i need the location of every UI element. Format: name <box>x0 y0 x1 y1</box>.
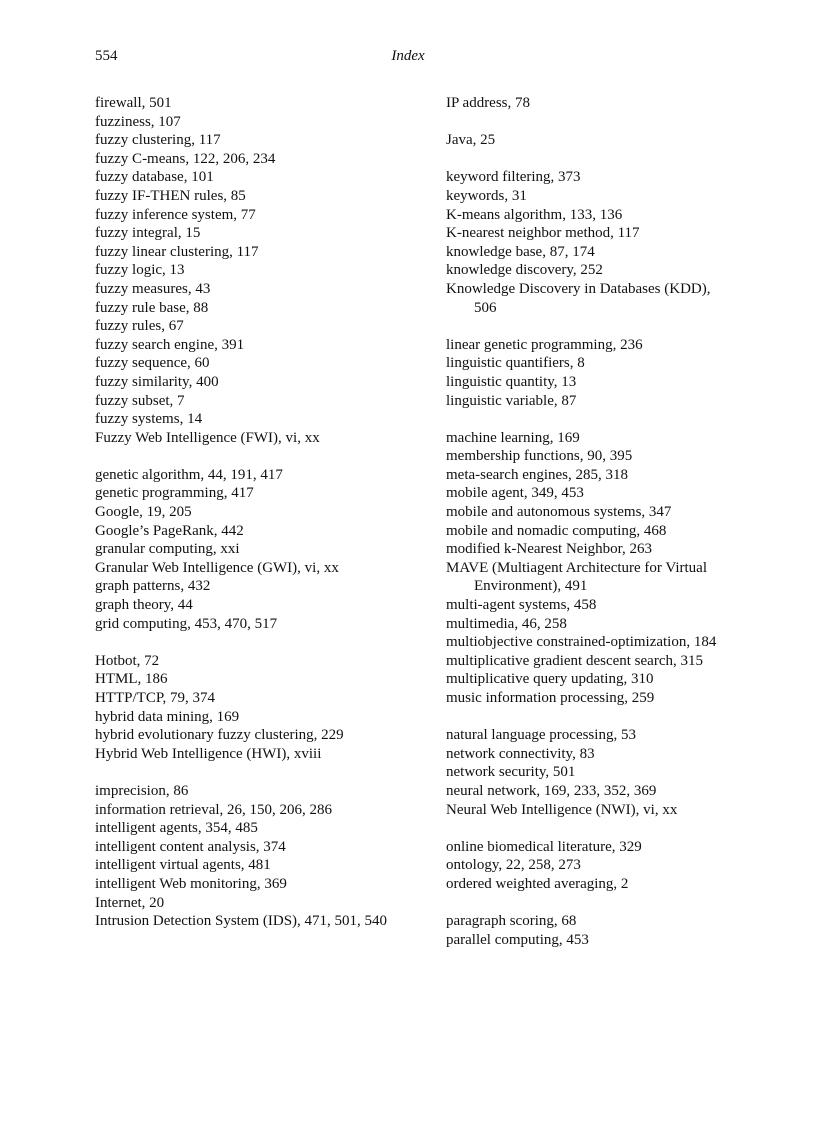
index-entry: knowledge base, 87, 174 <box>446 243 595 260</box>
index-entry: Hotbot, 72 <box>95 652 160 669</box>
index-entry: fuzziness, 107 <box>95 113 181 130</box>
index-entry: firewall, 501 <box>95 95 172 111</box>
index-entry: machine learning, 169 <box>446 429 580 446</box>
index-entry: multiobjective constrained-optimization, 184 <box>446 634 717 651</box>
index-entry: music information processing, 259 <box>446 690 655 706</box>
index-letter-group <box>446 131 736 150</box>
index-entry: hybrid data mining, 169 <box>95 708 240 725</box>
index-entry: network connectivity, 83 <box>446 745 595 762</box>
index-entry: fuzzy systems, 14 <box>95 411 203 428</box>
index-entry: intelligent virtual agents, 481 <box>95 857 271 874</box>
index-entry: fuzzy rule base, 88 <box>95 299 209 316</box>
index-entry: mobile and autonomous systems, 347 <box>446 504 672 521</box>
index-column-right <box>446 94 736 968</box>
index-letter-group <box>446 838 736 894</box>
index-entry: MAVE (Multiagent Architecture for Virtual Environment), 491 <box>446 559 707 595</box>
index-entry: fuzzy IF-THEN rules, 85 <box>95 187 246 204</box>
index-entry: granular computing, xxi <box>95 541 240 558</box>
index-letter-group <box>446 726 736 819</box>
index-entry: graph patterns, 432 <box>95 578 211 595</box>
index-entry: genetic programming, 417 <box>95 485 254 502</box>
index-entry: fuzzy linear clustering, 117 <box>95 243 259 260</box>
index-entry: fuzzy sequence, 60 <box>95 355 210 372</box>
index-letter-group <box>95 466 395 633</box>
index-entry: multiplicative gradient descent search, 315 <box>446 652 703 669</box>
index-entry: Neural Web Intelligence (NWI), vi, xx <box>446 801 678 818</box>
index-entry: fuzzy logic, 13 <box>95 262 185 279</box>
index-entry: Internet, 20 <box>95 894 165 911</box>
index-entry: fuzzy similarity, 400 <box>95 373 219 390</box>
index-entry: multimedia, 46, 258 <box>446 615 567 632</box>
index-entry: intelligent Web monitoring, 369 <box>95 875 287 892</box>
index-entry: multi-agent systems, 458 <box>446 597 597 614</box>
index-entry: IP address, 78 <box>446 95 531 111</box>
index-entry: hybrid evolutionary fuzzy clustering, 229 <box>95 727 344 744</box>
index-entry: genetic algorithm, 44, 191, 417 <box>95 466 283 483</box>
index-letter-group <box>446 912 736 949</box>
index-entry: mobile agent, 349, 453 <box>446 485 584 502</box>
index-entry: fuzzy inference system, 77 <box>95 206 256 223</box>
index-entry: linguistic variable, 87 <box>446 392 577 409</box>
index-letter-group <box>446 429 736 708</box>
index-entry: ordered weighted averaging, 2 <box>446 875 629 892</box>
index-entry: grid computing, 453, 470, 517 <box>95 615 278 632</box>
index-entry: Java, 25 <box>446 132 496 149</box>
index-letter-group <box>95 782 395 931</box>
index-entry: Intrusion Detection System (IDS), 471, 501, 540 <box>95 913 388 930</box>
index-entry: linguistic quantifiers, 8 <box>446 355 585 372</box>
index-entry: neural network, 169, 233, 352, 369 <box>446 782 657 799</box>
index-entry: network security, 501 <box>446 764 576 781</box>
index-entry: K-nearest neighbor method, 117 <box>446 225 640 242</box>
index-entry: fuzzy rules, 67 <box>95 318 184 335</box>
index-entry: Google, 19, 205 <box>95 504 192 521</box>
index-entry: Granular Web Intelligence (GWI), vi, xx <box>95 559 339 576</box>
index-entry: linear genetic programming, 236 <box>446 336 643 353</box>
index-entry: imprecision, 86 <box>95 782 189 799</box>
index-entry: HTML, 186 <box>95 671 168 688</box>
index-entry: fuzzy clustering, 117 <box>95 132 221 149</box>
index-entry: meta-search engines, 285, 318 <box>446 466 629 483</box>
index-letter-group <box>95 94 395 447</box>
page-number: 554 <box>95 48 118 64</box>
index-entry: fuzzy search engine, 391 <box>95 336 245 353</box>
index-entry: paragraph scoring, 68 <box>446 913 577 930</box>
index-entry: linguistic quantity, 13 <box>446 373 577 390</box>
index-entry: mobile and nomadic computing, 468 <box>446 522 667 539</box>
index-entry: graph theory, 44 <box>95 597 193 614</box>
index-letter-group <box>446 94 736 113</box>
index-column-left <box>95 94 395 949</box>
index-entry: K-means algorithm, 133, 136 <box>446 206 623 223</box>
index-entry: Google’s PageRank, 442 <box>95 522 244 539</box>
index-entry: multiplicative query updating, 310 <box>446 671 654 688</box>
index-entry: HTTP/TCP, 79, 374 <box>95 690 216 706</box>
index-entry: Knowledge Discovery in Databases (KDD), 506 <box>446 280 711 316</box>
index-entry: natural language processing, 53 <box>446 727 636 744</box>
index-letter-group <box>446 168 736 317</box>
index-letter-group <box>95 652 395 764</box>
index-entry: online biomedical literature, 329 <box>446 838 642 855</box>
index-entry: modified k-Nearest Neighbor, 263 <box>446 541 653 558</box>
index-entry: information retrieval, 26, 150, 206, 286 <box>95 801 333 818</box>
index-entry: fuzzy C-means, 122, 206, 234 <box>95 150 276 167</box>
index-entry: Hybrid Web Intelligence (HWI), xviii <box>95 745 322 762</box>
index-entry: membership functions, 90, 395 <box>446 448 633 465</box>
index-letter-group <box>446 336 736 410</box>
index-entry: fuzzy subset, 7 <box>95 392 185 409</box>
running-head-title: Index <box>391 48 425 64</box>
index-entry: fuzzy database, 101 <box>95 169 214 186</box>
index-entry: intelligent agents, 354, 485 <box>95 820 258 837</box>
index-entry: knowledge discovery, 252 <box>446 262 603 279</box>
index-entry: keyword filtering, 373 <box>446 169 581 186</box>
index-entry: Fuzzy Web Intelligence (FWI), vi, xx <box>95 429 320 446</box>
index-entry: ontology, 22, 258, 273 <box>446 857 581 874</box>
index-entry: fuzzy measures, 43 <box>95 280 211 297</box>
index-entry: parallel computing, 453 <box>446 931 589 948</box>
index-entry: intelligent content analysis, 374 <box>95 838 286 855</box>
index-entry: keywords, 31 <box>446 187 527 204</box>
index-entry: fuzzy integral, 15 <box>95 225 201 242</box>
